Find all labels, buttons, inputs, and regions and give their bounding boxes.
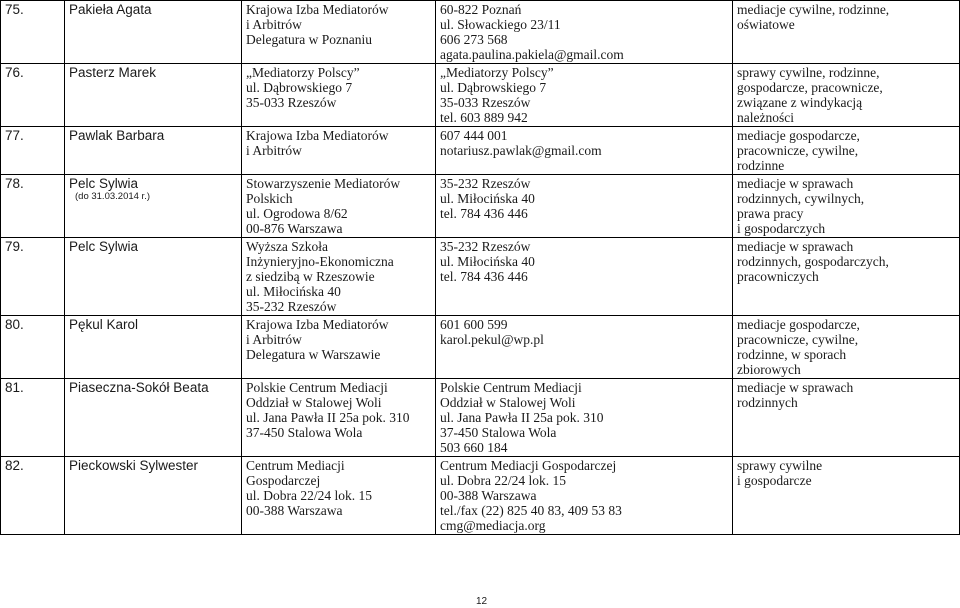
contact-line: Centrum Mediacji Gospodarczej xyxy=(440,458,617,473)
contact-phone: 607 444 001 xyxy=(440,128,508,143)
entry-number: 79. xyxy=(1,238,65,316)
org-line: Delegatura w Poznaniu xyxy=(246,32,372,47)
org-line: Stowarzyszenie Mediatorów xyxy=(246,176,401,191)
contact-line: ul. Miłocińska 40 xyxy=(440,254,535,269)
name-validity-note: (do 31.03.2014 r.) xyxy=(75,191,150,202)
org-line: ul. Jana Pawła II 25a pok. 310 xyxy=(246,410,410,425)
table-row xyxy=(1,64,960,127)
contact-phone: tel. 603 889 942 xyxy=(440,110,528,125)
org-line: 35-232 Rzeszów xyxy=(246,299,337,314)
contact-info xyxy=(436,127,733,175)
mediator-name: Pawlak Barbara xyxy=(65,127,242,175)
scope-line: rodzinnych, gospodarczych, xyxy=(737,254,889,269)
contact-info xyxy=(436,316,733,379)
entry-number: 82. xyxy=(1,457,65,535)
org-line: Krajowa Izba Mediatorów xyxy=(246,128,389,143)
contact-info xyxy=(436,379,733,457)
mediation-scope xyxy=(733,379,960,457)
scope-line: mediacje gospodarcze, xyxy=(737,317,860,332)
contact-line: ul. Dobra 22/24 lok. 15 xyxy=(440,473,566,488)
scope-line: zbiorowych xyxy=(737,362,801,377)
mediation-scope xyxy=(733,175,960,238)
scope-line: mediacje w sprawach xyxy=(737,239,854,254)
scope-line: rodzinne, w sporach xyxy=(737,347,847,362)
organization xyxy=(242,1,436,64)
contact-line: Oddział w Stalowej Woli xyxy=(440,395,576,410)
mediation-scope xyxy=(733,127,960,175)
scope-line: sprawy cywilne, rodzinne, xyxy=(737,65,880,80)
contact-email: karol.pekul@wp.pl xyxy=(440,332,544,347)
org-line: 35-033 Rzeszów xyxy=(246,95,337,110)
org-line: Inżynieryjno-Ekonomiczna xyxy=(246,254,394,269)
organization xyxy=(242,175,436,238)
mediation-scope xyxy=(733,316,960,379)
contact-line: ul. Dąbrowskiego 7 xyxy=(440,80,547,95)
contact-line: 35-033 Rzeszów xyxy=(440,95,531,110)
org-line: Polskich xyxy=(246,191,293,206)
org-line: z siedzibą w Rzeszowie xyxy=(246,269,375,284)
contact-line: 37-450 Stalowa Wola xyxy=(440,425,557,440)
mediation-scope xyxy=(733,1,960,64)
organization xyxy=(242,64,436,127)
contact-phone: tel. 784 436 446 xyxy=(440,206,528,221)
contact-email: agata.paulina.pakiela@gmail.com xyxy=(440,47,624,62)
org-line: Centrum Mediacji xyxy=(246,458,345,473)
table-row xyxy=(1,379,960,457)
contact-line: ul. Miłocińska 40 xyxy=(440,191,535,206)
mediator-name: Pasterz Marek xyxy=(65,64,242,127)
org-line: ul. Miłocińska 40 xyxy=(246,284,341,299)
contact-line: 35-232 Rzeszów xyxy=(440,176,531,191)
org-line: Krajowa Izba Mediatorów xyxy=(246,2,389,17)
contact-line: „Mediatorzy Polscy” xyxy=(440,65,554,80)
entry-number: 80. xyxy=(1,316,65,379)
mediator-name-cell xyxy=(65,175,242,238)
organization xyxy=(242,457,436,535)
contact-info xyxy=(436,457,733,535)
contact-info xyxy=(436,175,733,238)
scope-line: związane z windykacją xyxy=(737,95,863,110)
scope-line: oświatowe xyxy=(737,17,795,32)
organization xyxy=(242,316,436,379)
mediation-scope xyxy=(733,64,960,127)
table-row xyxy=(1,316,960,379)
entry-number: 76. xyxy=(1,64,65,127)
entry-number: 77. xyxy=(1,127,65,175)
page-number: 12 xyxy=(476,596,488,607)
scope-line: pracowniczych xyxy=(737,269,819,284)
org-line: 00-388 Warszawa xyxy=(246,503,343,518)
scope-line: rodzinnych, cywilnych, xyxy=(737,191,865,206)
contact-line: 35-232 Rzeszów xyxy=(440,239,531,254)
table-row xyxy=(1,1,960,64)
org-line: i Arbitrów xyxy=(246,17,302,32)
contact-info xyxy=(436,1,733,64)
table-row xyxy=(1,127,960,175)
contact-line: ul. Jana Pawła II 25a pok. 310 xyxy=(440,410,604,425)
contact-line: 60-822 Poznań xyxy=(440,2,522,17)
mediator-name: Pękul Karol xyxy=(65,316,242,379)
scope-line: pracownicze, cywilne, xyxy=(737,332,859,347)
org-line: i Arbitrów xyxy=(246,143,302,158)
scope-line: rodzinne xyxy=(737,158,785,173)
entry-number: 75. xyxy=(1,1,65,64)
mediator-name: Piaseczna-Sokół Beata xyxy=(65,379,242,457)
mediator-name: Pelc Sylwia xyxy=(65,238,242,316)
organization xyxy=(242,127,436,175)
org-line: ul. Dobra 22/24 lok. 15 xyxy=(246,488,372,503)
entry-number: 81. xyxy=(1,379,65,457)
org-line: Krajowa Izba Mediatorów xyxy=(246,317,389,332)
scope-line: mediacje w sprawach xyxy=(737,380,854,395)
org-line: ul. Dąbrowskiego 7 xyxy=(246,80,353,95)
org-line: Wyższa Szkoła xyxy=(246,239,329,254)
org-line: Oddział w Stalowej Woli xyxy=(246,395,382,410)
org-line: 00-876 Warszawa xyxy=(246,221,343,236)
contact-line: ul. Słowackiego 23/11 xyxy=(440,17,561,32)
contact-line: 606 273 568 xyxy=(440,32,508,47)
org-line: Delegatura w Warszawie xyxy=(246,347,381,362)
contact-line: 00-388 Warszawa xyxy=(440,488,537,503)
mediation-scope xyxy=(733,457,960,535)
org-line: i Arbitrów xyxy=(246,332,302,347)
table-row xyxy=(1,238,960,316)
contact-info xyxy=(436,64,733,127)
contact-phone: tel./fax (22) 825 40 83, 409 53 83 xyxy=(440,503,622,518)
scope-line: prawa pracy xyxy=(737,206,804,221)
org-line: ul. Ogrodowa 8/62 xyxy=(246,206,348,221)
org-line: 37-450 Stalowa Wola xyxy=(246,425,363,440)
org-line: Polskie Centrum Mediacji xyxy=(246,380,388,395)
org-line: „Mediatorzy Polscy” xyxy=(246,65,360,80)
mediator-name: Pieckowski Sylwester xyxy=(65,457,242,535)
contact-info xyxy=(436,238,733,316)
contact-email: notariusz.pawlak@gmail.com xyxy=(440,143,602,158)
mediator-name: Pakieła Agata xyxy=(65,1,242,64)
contact-phone: 601 600 599 xyxy=(440,317,508,332)
scope-line: i gospodarczych xyxy=(737,221,826,236)
table-row xyxy=(1,175,960,238)
scope-line: mediacje gospodarcze, xyxy=(737,128,860,143)
organization xyxy=(242,379,436,457)
scope-line: i gospodarcze xyxy=(737,473,812,488)
table-row xyxy=(1,457,960,535)
contact-phone: 503 660 184 xyxy=(440,440,508,455)
entry-number: 78. xyxy=(1,175,65,238)
scope-line: gospodarcze, pracownicze, xyxy=(737,80,883,95)
mediation-scope xyxy=(733,238,960,316)
contact-line: Polskie Centrum Mediacji xyxy=(440,380,582,395)
contact-email: cmg@mediacja.org xyxy=(440,518,546,533)
mediator-name: Pelc Sylwia xyxy=(69,176,139,191)
scope-line: rodzinnych xyxy=(737,395,798,410)
scope-line: mediacje w sprawach xyxy=(737,176,854,191)
scope-line: sprawy cywilne xyxy=(737,458,823,473)
organization xyxy=(242,238,436,316)
contact-phone: tel. 784 436 446 xyxy=(440,269,528,284)
org-line: Gospodarczej xyxy=(246,473,321,488)
scope-line: mediacje cywilne, rodzinne, xyxy=(737,2,890,17)
scope-line: należności xyxy=(737,110,794,125)
scope-line: pracownicze, cywilne, xyxy=(737,143,859,158)
